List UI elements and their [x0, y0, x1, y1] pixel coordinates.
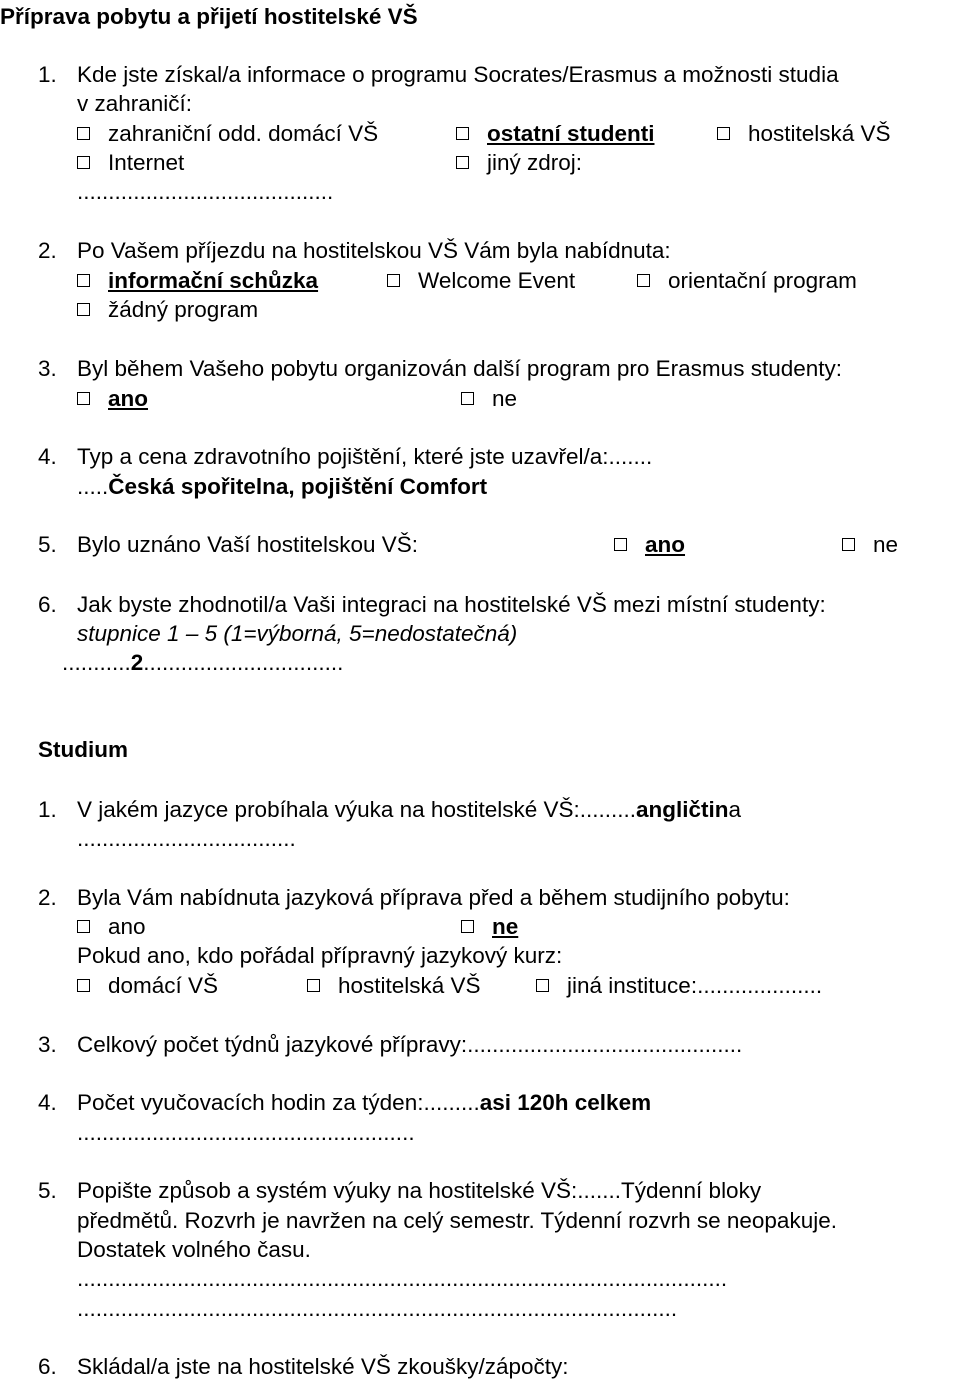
option-label: ne	[492, 914, 519, 939]
answer-tail: a	[728, 797, 742, 822]
answer-prefix: .....	[77, 474, 109, 499]
checkbox-icon[interactable]	[77, 392, 90, 405]
s2-q5-answer-dots-1: ........................................................................................................	[77, 1266, 728, 1291]
q5-option-no[interactable]	[842, 530, 898, 559]
s2-q2-option-home-university[interactable]	[77, 971, 218, 1000]
checkbox-icon[interactable]	[77, 979, 90, 992]
q6-text: Jak byste zhodnotil/a Vaši integraci na hostitelské VŠ mezi místní studenty:	[77, 592, 826, 617]
q6-number: 6.	[38, 592, 57, 617]
checkbox-icon[interactable]	[387, 274, 400, 287]
checkbox-icon[interactable]	[456, 127, 469, 140]
section-title-preparation: Příprava pobytu a přijetí hostitelské VŠ	[0, 4, 418, 29]
option-label: ano	[108, 914, 146, 939]
checkbox-icon[interactable]	[77, 156, 90, 169]
s2-q2-number: 2.	[38, 885, 57, 910]
checkbox-icon[interactable]	[536, 979, 549, 992]
s2-q2-option-no[interactable]	[461, 912, 518, 941]
q3-option-no[interactable]	[461, 384, 517, 413]
q4-number: 4.	[38, 444, 57, 469]
option-label: hostitelská VŠ	[748, 121, 891, 146]
s2-q3-text: Celkový počet týdnů jazykové přípravy:............................................	[77, 1032, 743, 1057]
q1-option-host-university[interactable]	[717, 119, 891, 148]
q1-option-other-students[interactable]	[456, 119, 655, 148]
option-label: Welcome Event	[418, 268, 576, 293]
option-label: Internet	[108, 150, 185, 175]
q5-option-yes[interactable]	[614, 530, 685, 559]
s2-q4-number: 4.	[38, 1090, 57, 1115]
q5-number: 5.	[38, 532, 57, 557]
option-label: žádný program	[108, 297, 259, 322]
q2-option-no-program[interactable]	[77, 295, 258, 324]
q1-text-line2: v zahraničí:	[77, 91, 193, 116]
answer-text: angličtin	[636, 797, 729, 822]
option-label: jiná instituce:....................	[567, 973, 823, 998]
option-label: hostitelská VŠ	[338, 973, 481, 998]
option-label: ano	[645, 532, 686, 557]
checkbox-icon[interactable]	[77, 920, 90, 933]
s2-q5-text-line2: předmětů. Rozvrh je navržen na celý semestr. Týdenní rozvrh se neopakuje.	[77, 1208, 837, 1233]
q1-option-internet[interactable]	[77, 148, 184, 177]
q1-option-foreign-office[interactable]	[77, 119, 378, 148]
q1-answer-dots: .........................................	[77, 179, 334, 204]
q3-text: Byl během Vašeho pobytu organizován další program pro Erasmus studenty:	[77, 356, 842, 381]
option-label: domácí VŠ	[108, 973, 219, 998]
option-label: informační schůzka	[108, 268, 319, 293]
s2-q5-text-line3: Dostatek volného času.	[77, 1237, 311, 1262]
q4-text: Typ a cena zdravotního pojištění, které jste uzavřel/a:.......	[77, 444, 653, 469]
q4-answer	[77, 472, 487, 501]
s2-q2-option-other-institution[interactable]	[536, 971, 822, 1000]
answer-text: Česká spořitelna, pojištění Comfort	[108, 474, 488, 499]
q1-number: 1.	[38, 62, 57, 87]
answer-dots-after: ................................	[143, 650, 344, 675]
answer-rating: 2	[130, 650, 144, 675]
checkbox-icon[interactable]	[77, 127, 90, 140]
q2-text: Po Vašem příjezdu na hostitelskou VŠ Vám byla nabídnuta:	[77, 238, 671, 263]
q6-scale: stupnice 1 – 5 (1=výborná, 5=nedostatečná)	[77, 621, 518, 646]
s2-q2-option-host-university[interactable]	[307, 971, 481, 1000]
q1-text-line1: Kde jste získal/a informace o programu Socrates/Erasmus a možnosti studia	[77, 62, 839, 87]
q2-option-info-meeting[interactable]	[77, 266, 318, 295]
q2-option-orientation[interactable]	[637, 266, 857, 295]
checkbox-icon[interactable]	[461, 920, 474, 933]
s2-q5-text-line1: Popište způsob a systém výuky na hostitelské VŠ:.......Týdenní bloky	[77, 1178, 762, 1203]
s2-q2-text: Byla Vám nabídnuta jazyková příprava před a během studijního pobytu:	[77, 885, 790, 910]
s2-q1-text	[77, 795, 741, 824]
checkbox-icon[interactable]	[307, 979, 320, 992]
checkbox-icon[interactable]	[717, 127, 730, 140]
s2-q1-answer-dots: ...................................	[77, 826, 296, 851]
s2-q5-answer-dots-2: ................................................................................................	[77, 1296, 678, 1321]
answer-dots-before: ...........	[62, 650, 131, 675]
option-label: ano	[108, 386, 149, 411]
s2-q6-number: 6.	[38, 1354, 57, 1379]
option-label: jiný zdroj:	[487, 150, 583, 175]
q2-option-welcome-event[interactable]	[387, 266, 575, 295]
checkbox-icon[interactable]	[461, 392, 474, 405]
s2-q4-text	[77, 1088, 651, 1117]
q3-number: 3.	[38, 356, 57, 381]
s2-q1-number: 1.	[38, 797, 57, 822]
s2-q3-number: 3.	[38, 1032, 57, 1057]
question-text: Počet vyučovacích hodin za týden:.........	[77, 1090, 480, 1115]
option-label: ostatní studenti	[487, 121, 655, 146]
question-text: V jakém jazyce probíhala výuka na hostitelské VŠ:.........	[77, 797, 637, 822]
q1-option-other-source[interactable]	[456, 148, 582, 177]
option-label: ne	[492, 386, 518, 411]
checkbox-icon[interactable]	[456, 156, 469, 169]
checkbox-icon[interactable]	[842, 538, 855, 551]
option-label: zahraniční odd. domácí VŠ	[108, 121, 379, 146]
q6-answer	[62, 648, 343, 677]
s2-q4-answer-dots: ......................................................	[77, 1120, 415, 1145]
q3-option-yes[interactable]	[77, 384, 148, 413]
option-label: orientační program	[668, 268, 857, 293]
section-title-study: Studium	[38, 737, 128, 762]
s2-q2-followup: Pokud ano, kdo pořádal přípravný jazykový kurz:	[77, 943, 563, 968]
s2-q2-option-yes[interactable]	[77, 912, 146, 941]
checkbox-icon[interactable]	[614, 538, 627, 551]
checkbox-icon[interactable]	[77, 274, 90, 287]
q2-number: 2.	[38, 238, 57, 263]
checkbox-icon[interactable]	[77, 303, 90, 316]
q5-text: Bylo uznáno Vaší hostitelskou VŠ:	[77, 532, 419, 557]
option-label: ne	[873, 532, 899, 557]
checkbox-icon[interactable]	[637, 274, 650, 287]
s2-q5-number: 5.	[38, 1178, 57, 1203]
answer-text: asi 120h celkem	[479, 1090, 652, 1115]
s2-q6-text: Skládal/a jste na hostitelské VŠ zkoušky/zápočty:	[77, 1354, 569, 1379]
